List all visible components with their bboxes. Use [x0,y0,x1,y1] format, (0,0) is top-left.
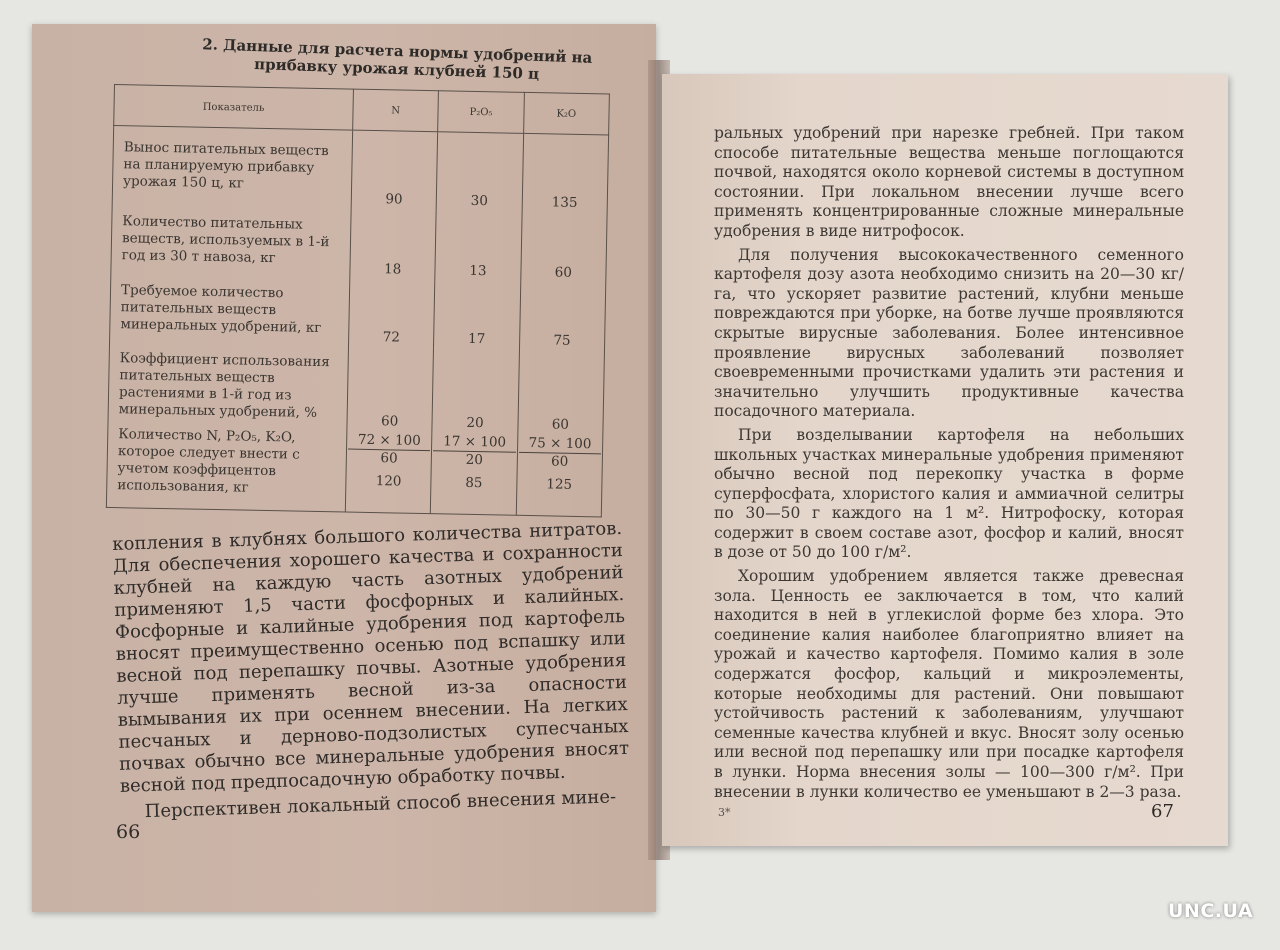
cell-p: 20 [432,348,519,434]
header-p2o5: P₂O₅ [438,91,524,134]
cell-n: 90 [351,130,438,210]
header-k2o: K₂O [523,92,609,135]
fraction-denominator: 60 [380,449,398,467]
fraction-p [431,432,518,516]
cell-p: 13 [435,210,522,282]
cell-n: 18 [350,208,437,280]
fraction-denominator: 20 [465,451,484,468]
row-label: Требуемое количество питательных веществ минеральных удобрений, кг [110,273,350,346]
table-row [111,203,607,282]
row-label: Коэффициент использования питательных веществ растениями в 1-й год из минеральных удобрений, % [108,341,349,430]
fraction-result: 120 [375,472,402,490]
paragraph: Перспективен локальный способ внесения мине- [144,786,617,823]
cell-n: 72 [349,278,436,348]
cell-p: 17 [434,280,521,350]
cell-n: 60 [347,346,434,432]
page-number-right: 67 [1151,801,1174,822]
page-number-left: 66 [116,821,141,843]
table-row [106,425,602,516]
fraction-k [516,433,603,517]
left-page [32,24,656,912]
cell-p: 30 [436,132,523,212]
paragraph: копления в клубнях большого количества нитратов. Для обеспечения хорошего качества и сохранности клубней на каждую часть азотных удобрений применяют 1,5 части фосфорных и калийных. Фосфорные и калийные удобрения под картофель вносят преимущественно осенью под вспашку или весной под перепашку почвы. Азотные удобрения лучше применять весной из-за опасности вымывания их при осеннем внесении. На легких песчаных и дерново-подзолистых супесчаных почвах обычно все минеральные удобрения вносят весной под предпосадочную обработку почвы. [112,517,630,797]
fertilizer-table [106,84,610,517]
paragraph: Для получения высококачественного семенного картофеля дозу азота необходимо снизить на 20—30 кг/га, что ускоряет развитие растений, клубни меньше повреждаются при уборке, на ботве лучше проявляются скрытые вирусные заболевания. Более интенсивное проявление вирусных заболеваний позволяет своевременными прочистками удалить эти растения и значительно улучшить продуктивные качества посадочного материала. [714,245,1184,421]
right-page [662,74,1228,846]
cell-k: 75 [519,281,606,351]
table-row [112,126,608,213]
left-page-text [112,518,631,824]
paragraph: Хорошим удобрением является также древесная зола. Ценность ее заключается в том, что калий находится в ней в углекислой форме без хлора. Это соединение калия наиболее благоприятно влияет на урожай и качество картофеля. Помимо калия в золе содержатся фосфор, кальций и микроэлементы, которые необходимы для растений. Они повышают устойчивость растений к заболеваниям, улучшают семенные качества клубней и вкус. Вносят золу осенью или весной под перепашку или при посадке картофеля в лунки. Норма внесения золы — 100—300 г/м². При внесении в лунки количество ее уменьшают в 2—3 раза. [714,567,1184,801]
row-label: Количество питательных веществ, используемых в 1-й год из 30 т навоза, кг [111,203,351,278]
cell-k: 135 [522,133,609,213]
paragraph: При возделывании картофеля на небольших школьных участках минеральные удобрения применяют обычно весной под перекопку участка в форме суперфосфата, хлористого калия и аммиачной селитры по 30—50 г каждого на 1 м². Нитрофоску, которая содержит в своем составе азот, фосфор и калий, вносят в дозе от 50 до 100 г/м². [714,425,1184,562]
watermark: UNC.UA [1168,900,1254,922]
table-row [108,341,605,434]
fraction-numerator: 72 × 100 [348,431,431,451]
row-label: Количество N, P₂O₅, K₂O, которое следует внести с учетом коэффицентов использования, кг [106,425,347,512]
header-n: N [353,89,439,132]
table-row [110,273,606,350]
paragraph: ральных удобрений при нарезке гребней. При таком способе питательные вещества меньше поглощаются почвой, находятся около корневой системы в доступном состоянии. При локальном внесении лучше всего применять концентрированные сложные минеральные удобрения в виде нитрофосок. [714,124,1184,240]
signature-mark: 3* [718,806,731,819]
fraction-numerator: 17 × 100 [433,433,516,453]
cell-k: 60 [520,211,607,283]
header-indicator: Показатель [114,85,354,131]
table-title: 2. Данные для расчета нормы удобрений на прибавку урожая клубней 150 ц [201,35,593,83]
row-label: Вынос питательных веществ на планируемую прибавку урожая 150 ц, кг [112,126,352,209]
fraction-numerator: 75 × 100 [519,434,602,454]
cell-k: 60 [518,349,605,435]
fraction-result: 125 [546,475,573,493]
fraction-denominator: 60 [550,452,569,470]
right-page-text [714,124,1184,802]
fraction-n [345,430,432,514]
fraction-result: 85 [465,474,483,491]
